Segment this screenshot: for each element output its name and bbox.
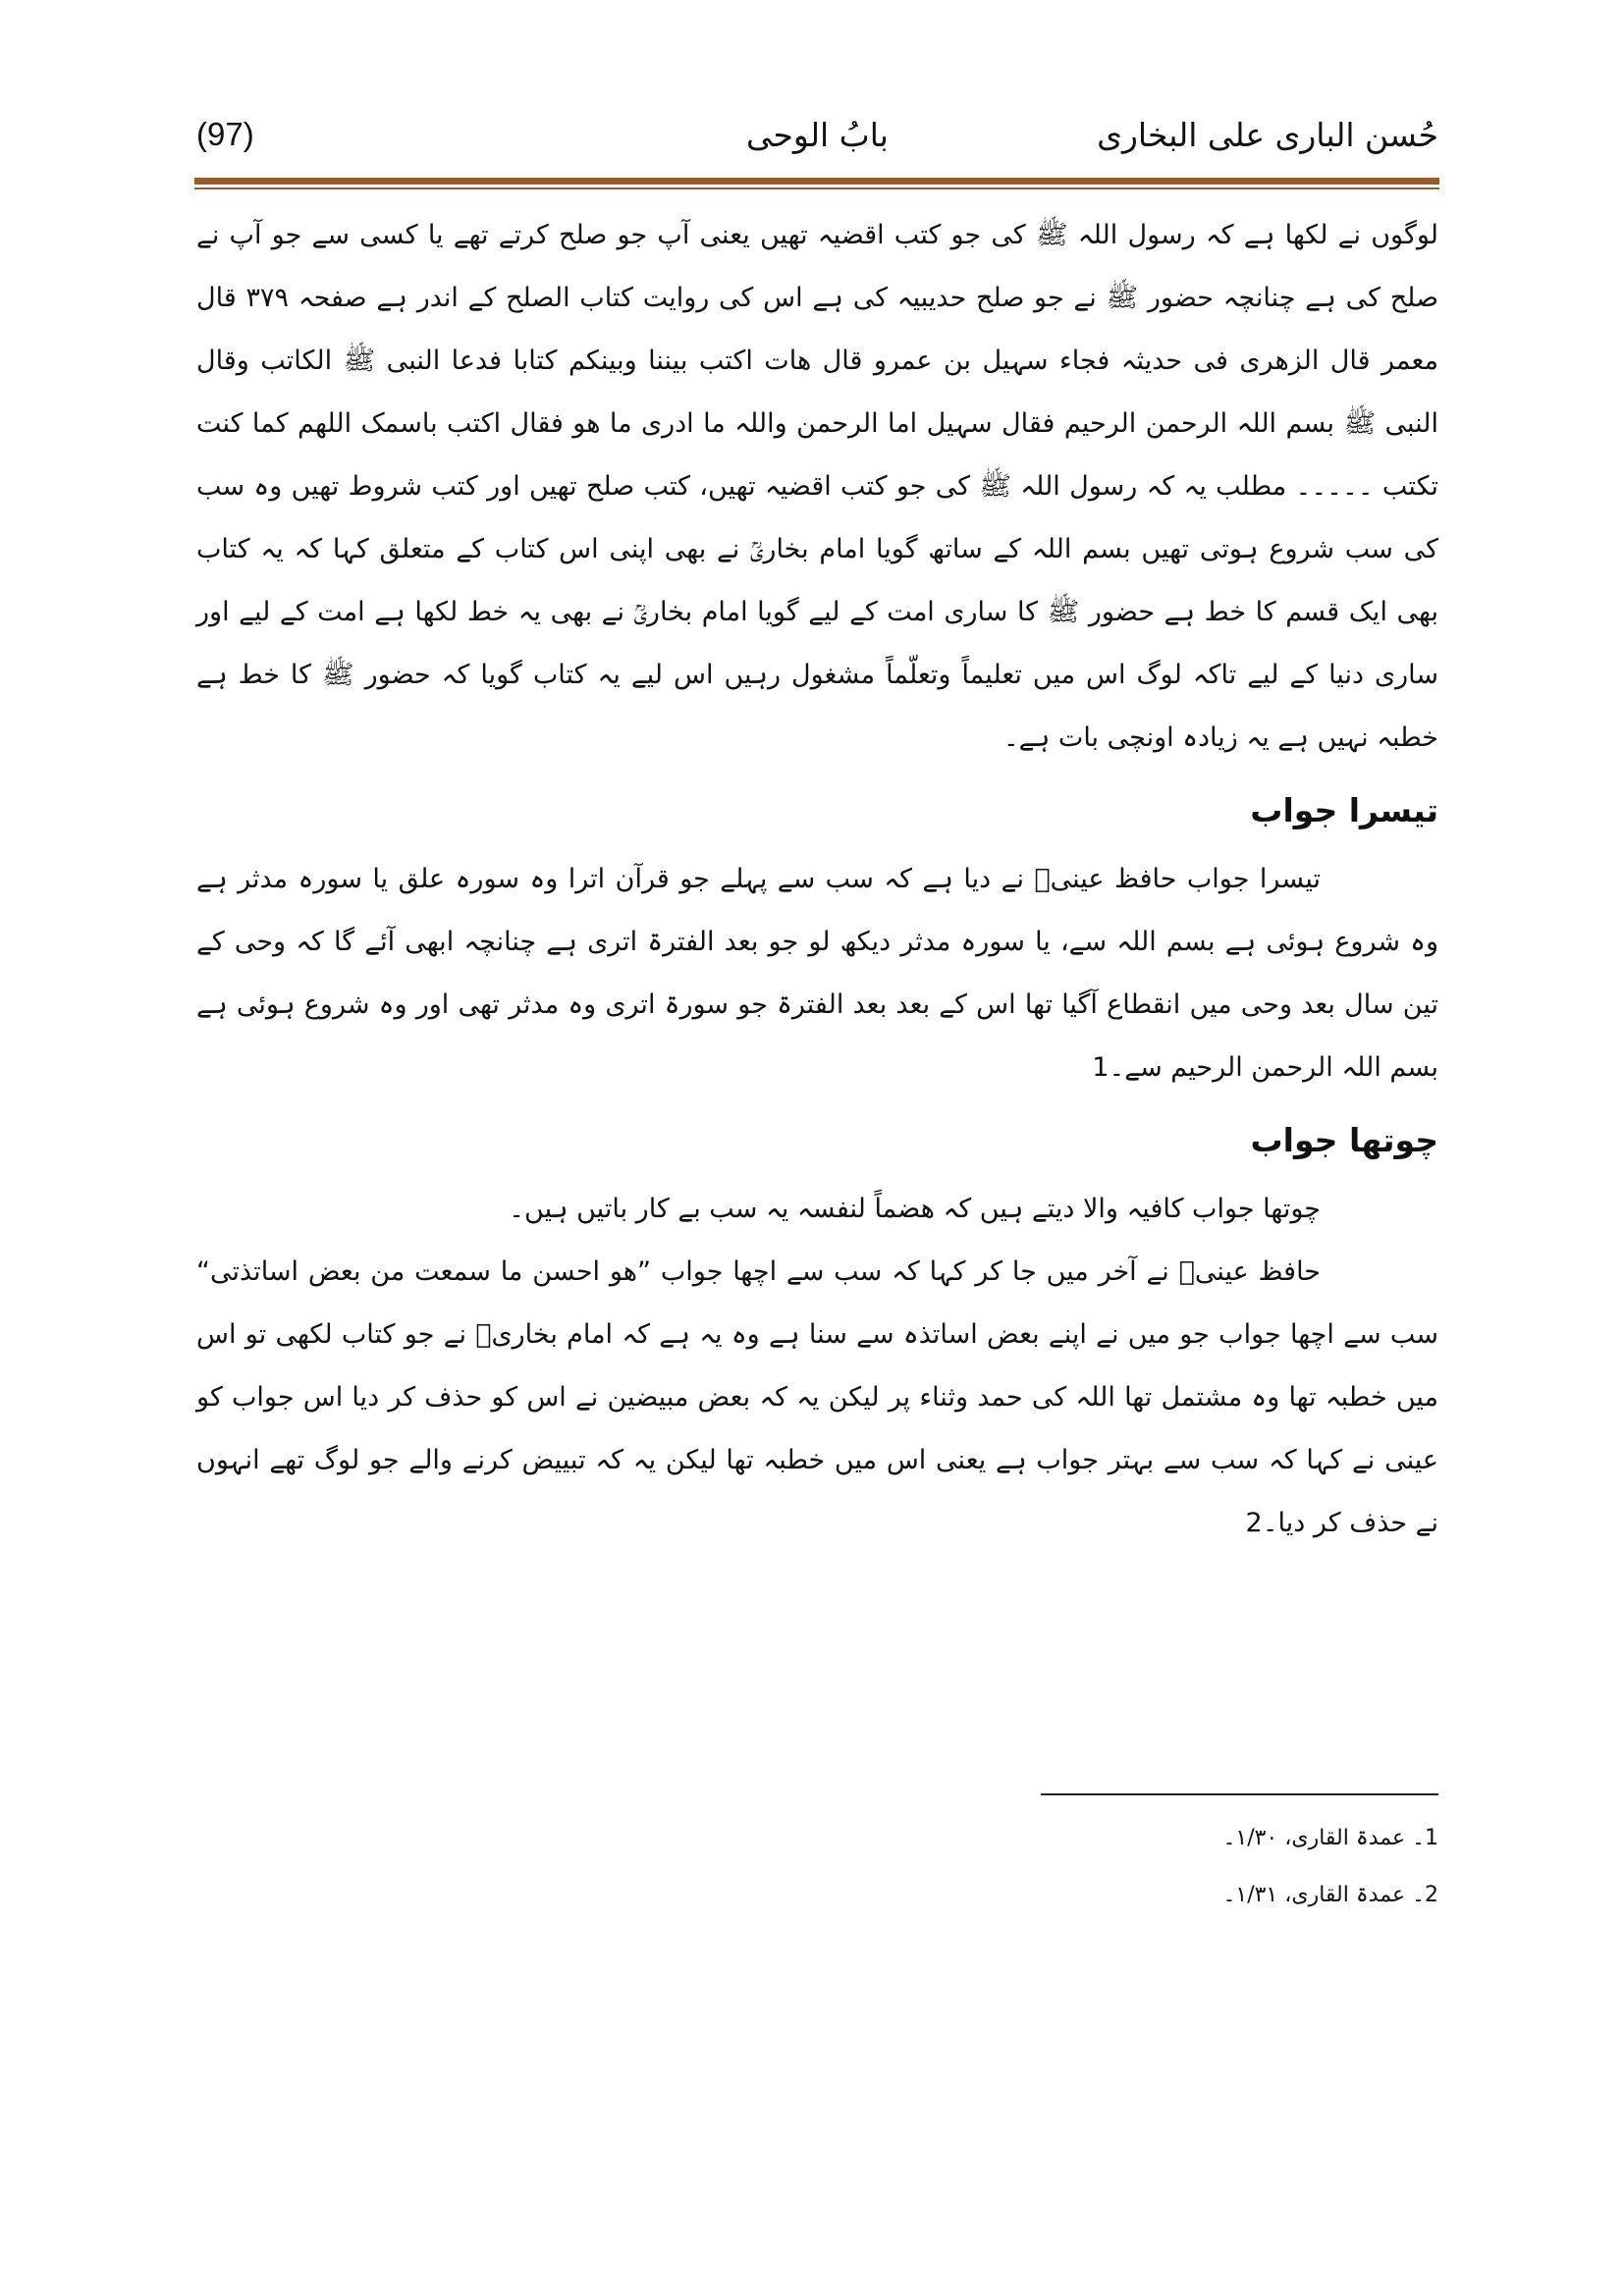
section-heading: تیسرا جواب xyxy=(1250,791,1438,829)
header-rule xyxy=(194,178,1439,185)
footnote: 2۔ عمدۃ القاری، ۱/۳۱۔ xyxy=(1222,1883,1438,1907)
page-body xyxy=(196,204,1438,1555)
page-number: (97) xyxy=(196,116,254,152)
page-header xyxy=(196,116,1438,165)
paragraph: لوگوں نے لکھا ہے کہ رسول اللہ ﷺ کی جو کتب اقضیہ تھیں یعنی آپ جو صلح کرتے تھے یا کسی سے جو آپ نے صلح کی ہے چنانچہ حضور ﷺ نے جو صلح حدیبیہ کی ہے اس کی روایت کتاب الصلح کے اندر ہے صفحہ ۳۷۹ قال معمر قال الزھری فی حدیثہ فجاء سہیل بن عمرو قال ھات اکتب بیننا وبینکم کتابا فدعا النبی ﷺ الکاتب وقال النبی ﷺ بسم اللہ الرحمن الرحیم فقال سہیل اما الرحمن واللہ ما ادری ما ھو فقال اکتب باسمک اللھم کما کنت تکتب ۔۔۔۔۔ مطلب یہ کہ رسول اللہ ﷺ کی جو کتب اقضیہ تھیں، کتب صلح تھیں اور کتب شروط تھیں وہ سب کی سب شروع ہوتی تھیں بسم اللہ کے ساتھ گویا امام بخاریؒ نے بھی اپنی اس کتاب کے متعلق کہا کہ یہ کتاب بھی ایک قسم کا خط ہے حضور ﷺ کا ساری امت کے لیے گویا امام بخاریؒ نے بھی یہ خط لکھا ہے امت کے لیے اور ساری دنیا کے لیے تاکہ لوگ اس میں تعلیماً وتعلّماً مشغول رہیں اس لیے یہ کتاب گویا کہ حضور ﷺ کا خط ہے خطبہ نہیں ہے یہ زیادہ اونچی بات ہے۔ xyxy=(196,220,1438,753)
paragraph: تیسرا جواب حافظ عینیؒ نے دیا ہے کہ سب سے پہلے جو قرآن اترا وہ سورہ علق یا سورہ مدثر ہے وہ شروع ہوئی ہے بسم اللہ سے، یا سورہ مدثر دیکھ لو جو بعد الفترۃ اتری ہے چنانچہ ابھی آئے گا کہ وحی کے تین سال بعد وحی میں انقطاع آگیا تھا اس کے بعد بعد الفترۃ جو سورۃ اتری وہ مدثر تھی اور وہ شروع ہوئی ہے بسم اللہ الرحمن الرحیم سے۔1 xyxy=(196,864,1438,1083)
section-heading: چوتھا جواب xyxy=(1250,1121,1438,1159)
footnotes xyxy=(947,1810,1438,1924)
footnote-separator xyxy=(1041,1793,1438,1795)
footnote: 1۔ عمدۃ القاری، ۱/۳۰۔ xyxy=(1222,1826,1438,1850)
book-title: حُسن البارى على البخارى xyxy=(1097,116,1438,154)
paragraph: چوتھا جواب کافیہ والا دیتے ہیں کہ ھضماً لنفسہ یہ سب بے کار باتیں ہیں۔ xyxy=(509,1194,1321,1224)
header-rule-thin xyxy=(194,187,1439,189)
paragraph: حافظ عینیؒ نے آخر میں جا کر کہا کہ سب سے اچھا جواب ”ھو احسن ما سمعت من بعض اساتذتی“ سب سے اچھا جواب جو میں نے اپنے بعض اساتذہ سے سنا ہے وہ یہ ہے کہ امام بخاریؒ نے جو کتاب لکھی تو اس میں خطبہ تھا وہ مشتمل تھا اللہ کی حمد وثناء پر لیکن یہ کہ بعض مبیضین نے اس کو حذف کر دیا اس جواب کو عینی نے کہا کہ سب سے بہتر جواب ہے یعنی اس میں خطبہ تھا لیکن یہ کہ تبییض کرنے والے جو لوگ تھے انہوں نے حذف کر دیا۔2 xyxy=(196,1256,1438,1538)
chapter-title: بابُ الوحى xyxy=(746,116,889,154)
